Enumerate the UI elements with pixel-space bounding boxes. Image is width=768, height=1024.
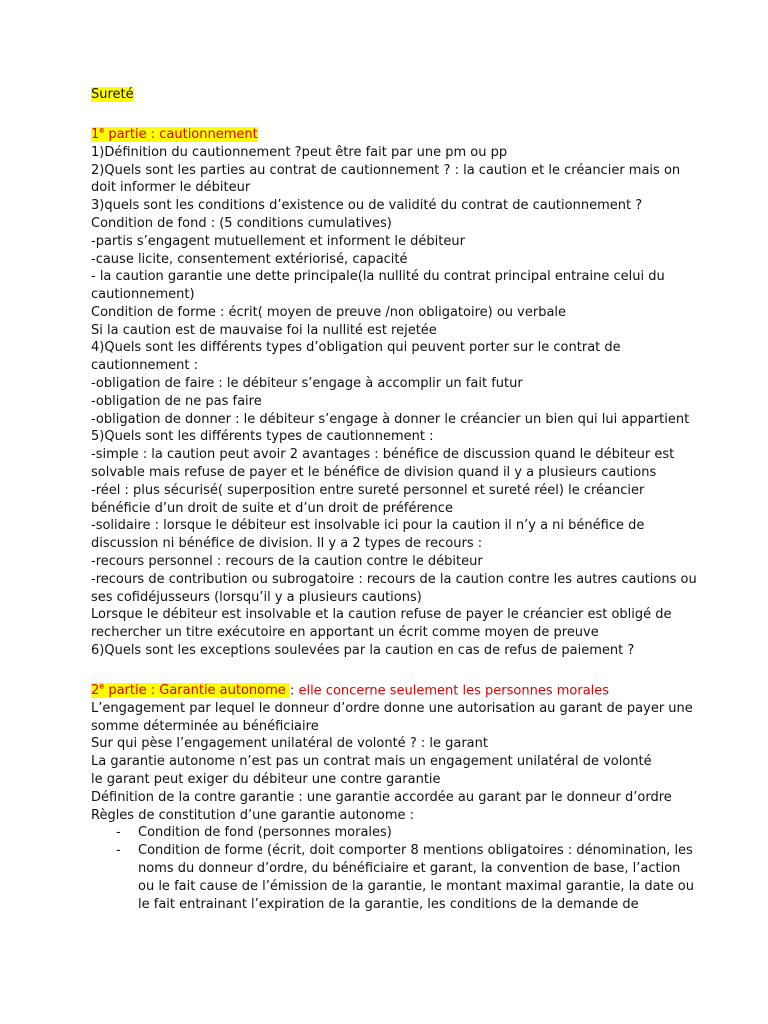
- text-line: 2)Quels sont les parties au contrat de cautionnement ? : la caution et le créancier mais on: [91, 162, 681, 178]
- text-line: -simple : la caution peut avoir 2 avantages : bénéfice de discussion quand le débiteur est: [91, 447, 675, 463]
- part1-heading-text: partie : cautionnement: [104, 126, 258, 142]
- part1-body: [91, 144, 698, 660]
- part2-heading-note: elle concerne seulement les personnes morales: [298, 682, 610, 698]
- bullet-marker: -: [116, 843, 121, 859]
- blank-line: [91, 104, 698, 122]
- text-line: Définition de la contre garantie : une garantie accordée au garant par le donneur d’ordre: [91, 789, 672, 805]
- text-line: doit informer le débiteur: [91, 180, 251, 196]
- bullet-marker: -: [116, 825, 121, 841]
- text-line: bénéficie d’un droit de suite et d’un droit de préférence: [91, 500, 453, 516]
- text-line: Lorsque le débiteur est insolvable et la caution refuse de payer le créancier est obligé de: [91, 607, 672, 623]
- text-line: La garantie autonome n’est pas un contrat mais un engagement unilatéral de volonté: [91, 754, 652, 770]
- document-title: [91, 86, 698, 104]
- part2-heading-colon: :: [289, 682, 299, 698]
- text-line: -obligation de faire : le débiteur s’engage à accomplir un fait futur: [91, 376, 523, 392]
- text-line: -réel : plus sécurisé( superposition entre sureté personnel et sureté réel) le créancier: [91, 482, 645, 498]
- bullet-item: [91, 842, 698, 913]
- bullet-text-line: noms du donneur d’ordre, du bénéficiaire et garant, la convention de base, l’action: [138, 860, 681, 876]
- text-line: -obligation de ne pas faire: [91, 393, 262, 409]
- text-line: Condition de forme : écrit( moyen de preuve /non obligatoire) ou verbale: [91, 304, 567, 320]
- part1-heading-superscript: e: [99, 125, 105, 135]
- text-line: somme déterminée au bénéficiaire: [91, 718, 319, 734]
- part2-heading-text: partie : Garantie autonome: [104, 682, 290, 698]
- blank-line: [91, 660, 698, 678]
- text-line: -obligation de donner : le débiteur s’engage à donner le créancier un bien qui lui appartient: [91, 411, 690, 427]
- text-line: Règles de constitution d’une garantie autonome :: [91, 807, 415, 823]
- part2-heading-highlight: [91, 683, 290, 698]
- text-line: -recours personnel : recours de la caution contre le débiteur: [91, 554, 483, 570]
- text-line: 6)Quels sont les exceptions soulevées par la caution en cas de refus de paiement ?: [91, 643, 635, 659]
- part2-heading-superscript: e: [99, 681, 105, 691]
- part1-heading-number: 1: [91, 126, 100, 142]
- text-line: -partis s’engagent mutuellement et informent le débiteur: [91, 233, 465, 249]
- text-line: discussion ni bénéfice de division. Il y a 2 types de recours :: [91, 536, 483, 552]
- text-line: ses cofidéjusseurs (lorsqu’il y a plusieurs cautions): [91, 589, 422, 605]
- part2-heading-number: 2: [91, 682, 100, 698]
- text-line: cautionnement :: [91, 358, 199, 374]
- part2-bullet-list: [91, 824, 698, 913]
- part1-heading: [91, 122, 698, 144]
- bullet-text-line: Condition de forme (écrit, doit comporter 8 mentions obligatoires : dénomination, les: [138, 843, 693, 859]
- text-line: Si la caution est de mauvaise foi la nullité est rejetée: [91, 322, 437, 338]
- text-line: cautionnement): [91, 287, 195, 303]
- text-line: L’engagement par lequel le donneur d’ordre donne une autorisation au garant de payer une: [91, 700, 693, 716]
- text-line: -cause licite, consentement extériorisé, capacité: [91, 251, 408, 267]
- part1-heading-highlight: [91, 127, 258, 142]
- text-line: -recours de contribution ou subrogatoire : recours de la caution contre les autres cautions ou: [91, 571, 697, 587]
- text-line: solvable mais refuse de payer et le bénéfice de division quand il y a plusieurs cautions: [91, 465, 657, 481]
- text-line: 5)Quels sont les différents types de cautionnement :: [91, 429, 434, 445]
- text-line: 1)Définition du cautionnement ?peut être fait par une pm ou pp: [91, 144, 508, 160]
- text-line: 3)quels sont les conditions d’existence ou de validité du contrat de cautionnement ?: [91, 198, 643, 214]
- bullet-text-line: ou le fait cause de l’émission de la garantie, le montant maximal garantie, la date ou: [138, 878, 694, 894]
- text-line: Sur qui pèse l’engagement unilatéral de volonté ? : le garant: [91, 736, 488, 752]
- text-line: -solidaire : lorsque le débiteur est insolvable ici pour la caution il n’y a ni bénéfice de: [91, 518, 645, 534]
- title-highlight: Sureté: [91, 87, 134, 102]
- bullet-item: [91, 824, 698, 842]
- text-line: Condition de fond : (5 conditions cumulatives): [91, 215, 392, 231]
- part2-body: [91, 700, 698, 825]
- text-line: rechercher un titre exécutoire en apportant un écrit comme moyen de preuve: [91, 625, 599, 641]
- bullet-text-line: le fait entrainant l’expiration de la garantie, les conditions de la demande de: [138, 896, 639, 912]
- bullet-text-line: Condition de fond (personnes morales): [138, 825, 392, 841]
- text-line: le garant peut exiger du débiteur une contre garantie: [91, 771, 441, 787]
- part2-heading: [91, 678, 698, 700]
- text-line: - la caution garantie une dette principale(la nullité du contrat principal entraine celui du: [91, 269, 665, 285]
- text-line: 4)Quels sont les différents types d’obligation qui peuvent porter sur le contrat de: [91, 340, 621, 356]
